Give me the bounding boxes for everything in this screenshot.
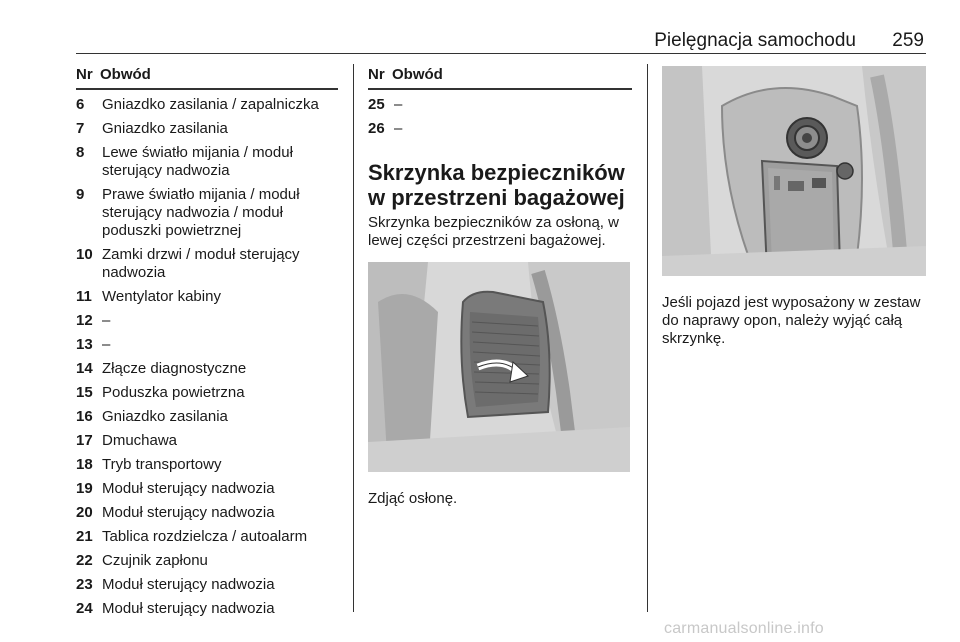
table-row [368,96,632,114]
fuse-circuit: Lewe światło mijania / moduł sterujący nadwozia [102,144,293,179]
trunk-cover-illustration [368,262,630,472]
fuse-circuit: Moduł sterujący nadwozia [102,576,275,593]
caption-remove-cover: Zdjąć osłonę. [368,490,458,507]
table-row [76,120,338,138]
fuse-number: 18 [76,456,93,473]
trunk-cover-photo [368,262,630,472]
right-column [662,66,928,348]
fuse-circuit: – [394,120,403,137]
table-row [76,408,338,426]
fuse-number: 16 [76,408,93,425]
table-header [368,64,632,90]
middle-column [368,64,632,508]
fuse-circuit: Moduł sterujący nadwozia [102,480,275,497]
table-body [368,96,632,138]
header-nr: Nr [76,66,93,83]
table-row [76,144,338,180]
table-row [76,600,338,618]
fuse-number: 23 [76,576,93,593]
table-row [368,120,632,138]
fuse-circuit: Wentylator kabiny [102,288,221,305]
table-row [76,552,338,570]
fuse-number: 11 [76,288,92,305]
table-header [76,64,338,90]
watermark: carmanualsonline.info [664,620,824,637]
section-heading: Skrzynka bezpieczników w przestrzeni bagażowej [368,160,625,210]
fuse-number: 15 [76,384,93,401]
fuse-number: 6 [76,96,85,113]
table-row [76,96,338,114]
fuse-circuit: Złącze diagnostyczne [102,360,247,377]
table-row [76,480,338,498]
fuse-circuit: Prawe światło mijania / moduł sterujący nadwozia / moduł poduszki powietrznej [102,186,300,239]
fuse-box-photo [662,66,926,276]
fuse-circuit: Gniazdko zasilania [102,408,228,425]
fuse-table-1 [76,64,338,618]
column-divider [647,64,648,612]
fuse-number: 25 [368,96,385,113]
table-row [76,246,338,282]
fuse-number: 14 [76,360,93,377]
table-row [76,186,338,240]
fuse-circuit: – [102,336,111,353]
fuse-number: 7 [76,120,85,137]
table-row [76,528,338,546]
fuse-circuit: Dmuchawa [102,432,178,449]
header-nr: Nr [368,66,385,83]
header-circuit: Obwód [392,66,443,83]
page-number: 259 [892,30,924,51]
table-row [76,360,338,378]
fuse-circuit: Tablica rozdzielcza / autoalarm [102,528,308,545]
table-row [76,384,338,402]
fuse-number: 22 [76,552,93,569]
fuse-box-illustration [662,66,926,276]
fuse-circuit: Moduł sterujący nadwozia [102,504,275,521]
table-row [76,312,338,330]
fuse-number: 19 [76,480,93,497]
fuse-circuit: Poduszka powietrzna [102,384,245,401]
caption-remove-box: Jeśli pojazd jest wyposażony w zestaw do naprawy opon, należy wyjąć całą skrzynkę. [662,294,921,347]
fuse-circuit: – [394,96,403,113]
fuse-circuit: Czujnik zapłonu [102,552,208,569]
fuse-circuit: – [102,312,111,329]
fuse-number: 8 [76,144,85,161]
fuse-number: 12 [76,312,93,329]
fuse-number: 10 [76,246,93,263]
table-row [76,456,338,474]
page-title: Pielęgnacja samochodu [654,30,856,51]
fuse-number: 13 [76,336,93,353]
table-row [76,504,338,522]
fuse-number: 26 [368,120,385,137]
section-intro: Skrzynka bezpieczników za osłoną, w lewej części przestrzeni bagażowej. [368,214,619,249]
fuse-circuit: Moduł sterujący nadwozia [102,600,275,617]
header-circuit: Obwód [100,66,151,83]
fuse-circuit: Tryb transportowy [102,456,222,473]
fuse-circuit: Zamki drzwi / moduł sterujący nadwozia [102,246,300,281]
fuse-number: 20 [76,504,93,521]
fuse-number: 24 [76,600,93,617]
fuse-circuit: Gniazdko zasilania [102,120,228,137]
table-row [76,336,338,354]
fuse-number: 17 [76,432,93,449]
table-row [76,288,338,306]
fuse-number: 21 [76,528,93,545]
table-row [76,576,338,594]
fuse-number: 9 [76,186,85,203]
table-body [76,96,338,618]
fuse-circuit: Gniazdko zasilania / zapalniczka [102,96,319,113]
table-row [76,432,338,450]
page-header [76,28,926,54]
column-divider [353,64,354,612]
